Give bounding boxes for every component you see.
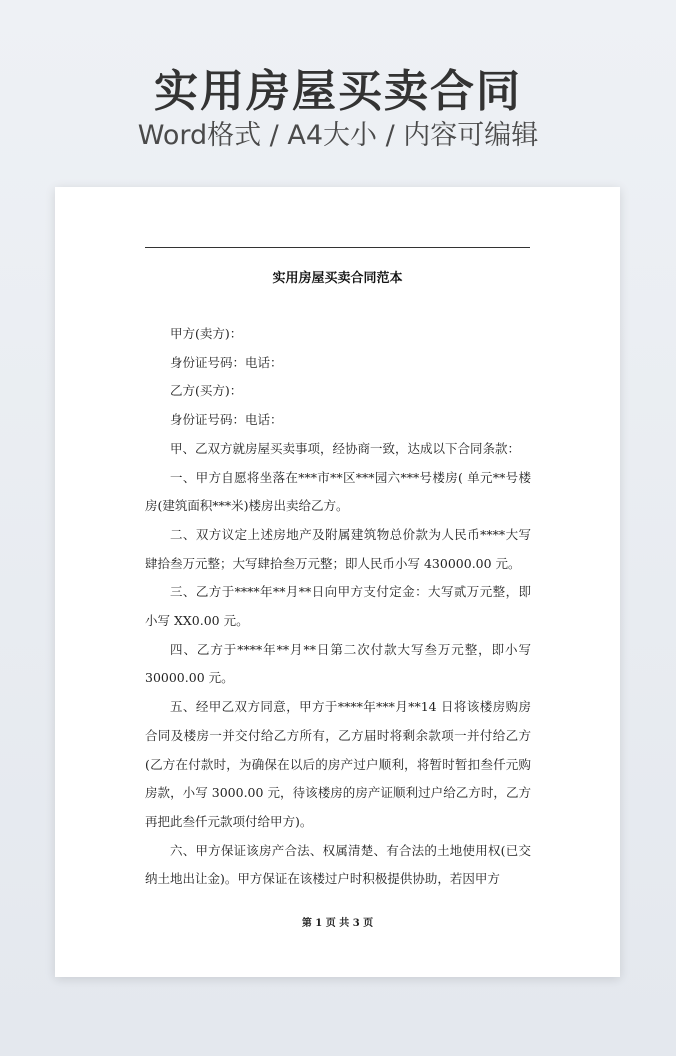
buyer-id-line: 身份证号码：电话： <box>170 412 283 428</box>
page-number-footer: 第 1 页 共 3 页 <box>301 918 374 929</box>
banner-subtitle: Word格式 / A4大小 / 内容可编辑 <box>137 120 539 151</box>
clause-5: 五、经甲乙双方同意，甲方于****年***月**14 日将该楼房购房合同及楼房一并交付给乙方所有，乙方届时将剩余款项一并付给乙方(乙方在付款时，为确保在以后的房产过户顺利，将暂时暂扣叁仟元购房款，小写 3000.00 元，待该楼房的房产证顺利过户给乙方时，乙方再把此叁仟元款项付给甲方)。 <box>145 699 531 829</box>
seller-line: 甲方(卖方)： <box>170 326 243 341</box>
clause-1: 一、甲方自愿将坐落在***市**区***园六***号楼房( 单元**号楼房(建筑面积***米)楼房出卖给乙方。 <box>145 469 531 514</box>
document-title: 实用房屋买卖合同范本 <box>272 271 403 286</box>
document-page <box>55 187 620 977</box>
clause-4: 四、乙方于****年**月**日第二次付款大写叁万元整，即小写30000.00 元。 <box>145 641 531 686</box>
preamble-paragraph: 甲、乙双方就房屋买卖事项，经协商一致，达成以下合同条款： <box>170 440 521 456</box>
clause-3: 三、乙方于****年**月**日向甲方支付定金：大写贰万元整，即小写 XX0.00 元。 <box>145 584 531 629</box>
buyer-line: 乙方(买方)： <box>170 383 243 399</box>
clause-2: 二、双方议定上述房地产及附属建筑物总价款为人民币****大写肆拾叁万元整；大写肆拾叁万元整；即人民币小写 430000.00 元。 <box>145 526 531 571</box>
banner-title: 实用房屋买卖合同 <box>154 66 522 117</box>
document-body <box>145 320 531 894</box>
clause-6: 六、甲方保证该房产合法、权属清楚、有合法的土地使用权(已交纳土地出让金)。甲方保证在该楼过户时积极提供协助，若因甲方 <box>145 842 531 887</box>
seller-id-line: 身份证号码：电话： <box>170 354 283 370</box>
header-rule <box>145 247 530 248</box>
